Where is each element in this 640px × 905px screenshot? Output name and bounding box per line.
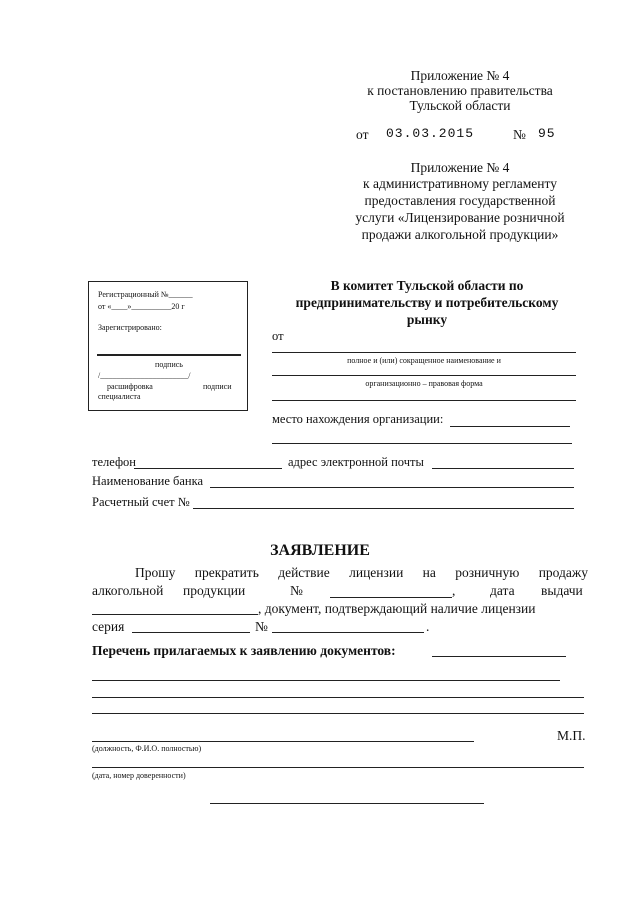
word-1: Прошу: [135, 565, 176, 580]
issue-date-field[interactable]: [92, 614, 258, 615]
documents-title: Перечень прилагаемых к заявлению документов:: [92, 643, 396, 658]
decree-region: Тульской области: [409, 98, 511, 113]
decree-appendix-title: Приложение № 4: [410, 68, 510, 83]
regulation-line-2: к административному регламенту: [363, 176, 557, 191]
regulation-appendix-title: Приложение № 4: [410, 160, 510, 175]
phone-label: телефон: [92, 455, 136, 469]
decree-number-label: №: [513, 127, 526, 142]
series-label: серия: [92, 619, 125, 634]
doc-number-field[interactable]: [272, 632, 424, 633]
word-4: лицензии: [349, 565, 404, 580]
email-label: адрес электронной почты: [288, 455, 424, 469]
issue-date-word: дата: [490, 583, 515, 598]
org-name-hint-1: полное и (или) сокращенное наименование и: [347, 356, 501, 365]
email-field[interactable]: [432, 468, 574, 469]
series-field[interactable]: [132, 632, 250, 633]
registered-label: Зарегистрировано:: [98, 323, 162, 332]
signature-line[interactable]: [97, 354, 241, 356]
word-2: прекратить: [194, 565, 259, 580]
phone-field[interactable]: [134, 468, 282, 469]
org-name-line-3[interactable]: [272, 400, 576, 401]
position-hint: (должность, Ф.И.О. полностью): [92, 744, 202, 753]
signature-decode-field[interactable]: /______________________/: [98, 371, 191, 380]
decree-date-label: от: [356, 127, 369, 142]
org-name-line-2[interactable]: [272, 375, 576, 376]
word-5: на: [422, 565, 436, 580]
from-label: от: [272, 329, 284, 343]
product-word: продукции: [183, 583, 246, 598]
stamp-place: М.П.: [557, 728, 586, 743]
position-field[interactable]: [92, 741, 474, 742]
addressee-line-3: рынку: [406, 312, 448, 327]
issue-word: выдачи: [541, 583, 583, 598]
comma-1: ,: [452, 583, 456, 598]
registration-number-field[interactable]: Регистрационный №______: [98, 290, 193, 299]
org-name-hint-2: организационно – правовая форма: [365, 379, 483, 388]
word-6: розничную: [455, 565, 520, 580]
regulation-line-3: предоставления государственной: [364, 193, 556, 208]
signature-hint: подпись: [155, 360, 183, 369]
specialist-hint: специалиста: [98, 392, 141, 401]
signature-final-line[interactable]: [210, 803, 484, 804]
location-line-1[interactable]: [450, 426, 570, 427]
account-field[interactable]: [193, 508, 574, 509]
bank-field[interactable]: [210, 487, 574, 488]
location-line-2[interactable]: [272, 443, 572, 444]
decree-number: 95: [538, 126, 556, 141]
word-3: действие: [278, 565, 330, 580]
registration-box: [88, 281, 248, 411]
decode-hint: расшифровка: [107, 382, 153, 391]
documents-line-3[interactable]: [92, 713, 584, 714]
bank-label: Наименование банка: [92, 474, 204, 488]
decode-hint-2: подписи: [203, 382, 232, 391]
addressee-line-1: В комитет Тульской области по: [330, 278, 524, 293]
doc-number-label: №: [255, 619, 268, 634]
word-7: продажу: [538, 565, 588, 580]
documents-line-2[interactable]: [92, 697, 584, 698]
attorney-hint: (дата, номер доверенности): [92, 771, 186, 780]
license-number-field[interactable]: [330, 597, 452, 598]
statement-line-1: [135, 565, 588, 581]
decree-ref: к постановлению правительства: [367, 83, 553, 98]
account-label: Расчетный счет №: [92, 495, 190, 509]
alcohol-word: алкогольной: [92, 583, 164, 598]
documents-line-0[interactable]: [432, 656, 566, 657]
registration-date-field[interactable]: от «____»__________20 г: [98, 302, 185, 311]
org-name-line-1[interactable]: [272, 352, 576, 353]
period: .: [426, 619, 430, 634]
attorney-field[interactable]: [92, 767, 584, 768]
license-number-label: №: [290, 583, 303, 598]
documents-line-1[interactable]: [92, 680, 560, 681]
regulation-line-4: услуги «Лицензирование розничной: [355, 210, 565, 225]
addressee-line-2: предпринимательству и потребительскому: [295, 295, 559, 310]
statement-title: ЗАЯВЛЕНИЕ: [270, 542, 370, 559]
location-label: место нахождения организации:: [272, 412, 444, 426]
decree-date: 03.03.2015: [386, 126, 475, 141]
statement-line-3: , документ, подтверждающий наличие лицензии: [258, 601, 536, 616]
regulation-line-5: продажи алкогольной продукции»: [361, 227, 559, 242]
